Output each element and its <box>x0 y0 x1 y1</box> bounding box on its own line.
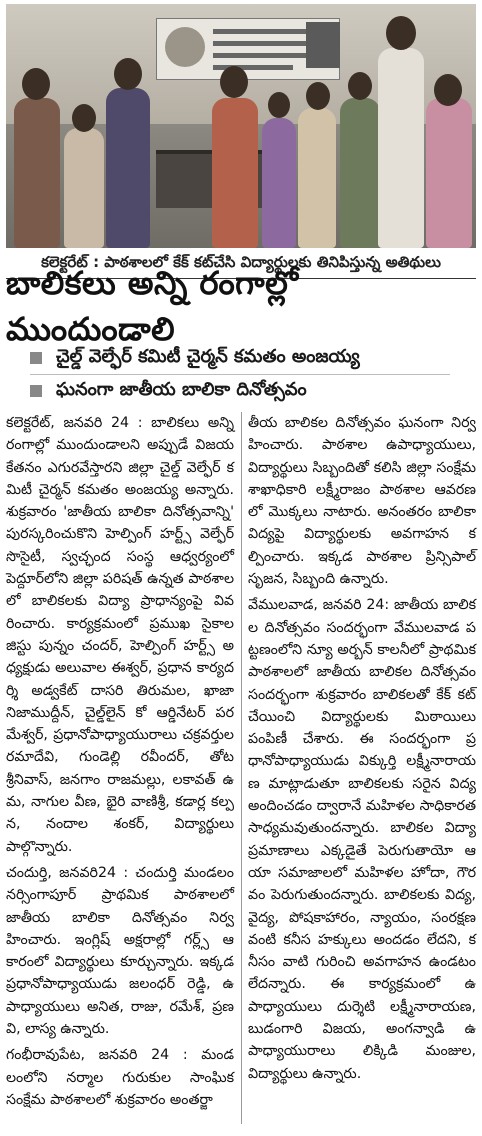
photo-person <box>212 98 258 248</box>
photo-person <box>14 98 60 248</box>
square-bullet-icon <box>30 352 42 364</box>
photo-caption: కలెక్టరేట్ : పాఠశాలలో కేక్ కట్‌చేసి విద్యార్థులకు తినిపిస్తున్న అతిథులు <box>6 250 476 279</box>
paragraph: తీయ బాలికల దినోత్సవం ఘనంగా నిర్వహించారు. పాఠశాల ఉపాధ్యాయులు, విద్యార్థులు సిబ్బందితో కలిసి జిల్లా సంక్షేమ శాఖాధికారి లక్ష్మీరాజం పాఠశాల ఆవరణలో మొక్కలు నాటారు. అనంతరం బాలికా విద్యపై విద్యార్థులకు అవగాహన కల్పించారు. ఇక్కడ పాఠశాల ప్రిన్సిపాల్ సృజన, సిబ్బంది ఉన్నారు. <box>248 415 476 588</box>
photo-person <box>340 98 380 248</box>
subhead-item <box>30 374 450 407</box>
article-body <box>6 412 476 1132</box>
photo-person <box>262 118 296 248</box>
headline: బాలికలు అన్ని రంగాల్లో ముందుండాలి <box>6 264 299 348</box>
square-bullet-icon <box>30 385 42 397</box>
paragraph: గంభీరావుపేట, జనవరి 24 : మండలంలోని నర్మాల గురుకుల సాంఘిక సంక్షేమ పాఠశాలలో శుక్రవారం అంతర్జా <box>6 1047 234 1108</box>
paragraph: చందుర్తి, జనవరి24 : చందుర్తి మండలం నర్సింగాపూర్ ప్రాథమిక పాఠశాలలో జాతీయ బాలికా దినోత్సవం నిర్వహించారు. ఇంగ్లిష్ అక్షరాల్లో గర్ల్స్ ఆకారంలో విద్యార్థులు కూర్చున్నారు. ఇక్కడ ప్రధానోపాధ్యాయుడు జలంధర్ రెడ్డి, ఉపాధ్యాయులు అనిత, రాజు, రమేశ్, ప్రణవి, లాస్య ఉన్నారు. <box>6 864 234 1038</box>
photo-person <box>64 128 104 248</box>
subhead-text: ఘనంగా జాతీయ బాలికా దినోత్సవం <box>56 378 307 400</box>
subheads <box>30 342 450 407</box>
news-photo <box>6 4 476 248</box>
column-divider <box>241 412 242 1124</box>
photo-window <box>306 22 340 68</box>
photo-person <box>106 88 150 248</box>
paragraph: కలెక్టరేట్, జనవరి 24 : బాలికలు అన్ని రంగాల్లో ముందుండాలని అప్పుడే విజయకేతనం ఎగురవేస్తారని జిల్లా చైల్డ్ వెల్ఫేర్ కమిటీ చైర్మన్ కమతం అంజయ్య అన్నారు. శుక్రవారం 'జాతీయ బాలికా దినోత్సవాన్ని' పురస్కరించుకొని హెల్పింగ్ హర్ట్స్ వెల్ఫేర్ సొసైటీ, స్వచ్ఛంద సంస్థ ఆధ్వర్యంలో పెద్దూర్‌లోని జిల్లా పరిషత్ ఉన్నత పాఠశాలలో బాలికలకు విద్యా ప్రాధాన్యంపై వివరించారు. కార్యక్రమంలో ప్రముఖ సైకాలజిస్టు పున్నం చందర్, హెల్పింగ్ హర్ట్స్ అధ్యక్షుడు అలువాల ఈశ్వర్, ప్రధాన కార్యదర్శి అడ్వకేట్ దాసరి తిరుమల, ఖాజా నిజాముద్దీన్, చైల్డ్‌లైన్ కో ఆర్డినేటర్ పరమేశ్వర్, ప్రధానోపాధ్యాయురాలు చక్రవర్తుల రమాదేవి, గుండెల్లి రవీందర్, తోట శ్రీనివాస్, జనగాం రాజమల్లు, లకావత్ ఉమ, నాగుల వీణ, భైరి వాణిశ్రీ, కడార్ల కల్పన, నందాల శంకర్, విద్యార్థులు పాల్గొన్నారు. <box>6 415 234 855</box>
subhead-item <box>30 342 450 374</box>
right-column <box>248 412 476 1089</box>
photo-person <box>378 48 424 248</box>
subhead-text: చైల్డ్ వెల్ఫేర్ కమిటీ చైర్మన్ కమతం అంజయ్య <box>56 345 360 367</box>
photo-person <box>298 108 336 248</box>
photo-person <box>426 98 472 248</box>
banner-logo-icon <box>165 27 205 67</box>
left-column <box>6 412 234 1115</box>
paragraph: వేములవాడ, జనవరి 24: జాతీయ బాలికల దినోత్సవం సందర్భంగా వేములవాడ పట్టణంలోని న్యూ అర్బన్ కాలనీలో ప్రాథమిక పాఠశాలలో జాతీయ బాలికల దినోత్సవం సందర్భంగా శుక్రవారం బాలికలతో కేక్ కట్ చేయించి విద్యార్థులకు మిఠాయిలు పంపిణీ చేశారు. ఈ సందర్భంగా ప్రధానోపాధ్యాయుడు విక్కుర్తి లక్ష్మీనారాయణ మాట్లాడుతూ బాలికలకు సరైన విద్య అందించడం ద్వారానే మహిళల సాధికారత సాధ్యమవుతుందన్నారు. బాలికల విద్యా ప్రమాణాలు ఎక్కడైతే పెరుగుతాయో ఆయా సమాజాలలో మహిళల హోదా, గౌరవం పెరుగుతుందన్నారు. బాలికలకు విద్య, వైద్య, పోషకాహారం, న్యాయం, సంరక్షణ వంటి కనీస హక్కులు అందడం లేదని, కనీసం వాటి గురించి అవగాహన ఉండటం లేదన్నారు. ఈ కార్యక్రమంలో ఉపాధ్యాయులు దుర్శెటి లక్ష్మీనారాయణ, బుడంగారి విజయ, అంగన్వాడి ఉపాధ్యాయురాలు లిక్కిడి మంజుల, విద్యార్థులు ఉన్నారు. <box>248 597 476 1082</box>
